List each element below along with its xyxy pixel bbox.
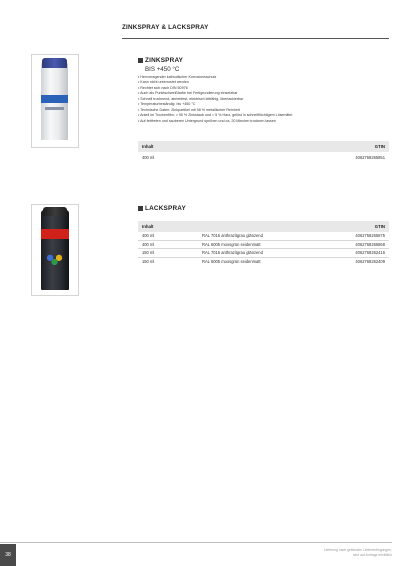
feature-item: • Kann nicht unterrostet werden — [138, 80, 189, 85]
spray-can-cap — [43, 207, 67, 216]
cell-inhalt: 400 ml — [142, 154, 155, 160]
cell-inhalt: 400 ml — [138, 232, 198, 240]
lackspray-product-image — [31, 204, 79, 296]
cell-color: RAL 6005 moosgrün seidenmatt — [198, 240, 318, 249]
spray-can-label — [41, 95, 68, 103]
table-row — [138, 152, 389, 162]
spray-can-black — [41, 210, 69, 290]
header-color — [198, 221, 318, 232]
footer-divider — [0, 542, 392, 543]
header-gtin: GTIN — [318, 221, 389, 232]
table-row — [138, 257, 389, 265]
square-bullet-icon — [138, 58, 143, 63]
feature-item: • Auch als Punktschweißfarbe bei Fertigrundierung einsetzbar — [138, 91, 238, 96]
cell-gtin: 4062768262409 — [355, 258, 385, 264]
footer-note-line: sind auf Anfrage erhältlich — [352, 552, 392, 557]
cell-color: RAL 7016 anthrazitgrau glänzend — [198, 249, 318, 258]
cell-color: RAL 6005 moosgrün seidenmatt — [202, 258, 261, 264]
cell-inhalt: 150 ml — [138, 249, 198, 258]
feature-item: • Schnell trocknend, abriebfest, elektrisch leitfähig, überlackierbar — [138, 96, 244, 101]
zinkspray-table — [138, 141, 389, 162]
footer-note-line: Lieferung nach geltenden Lieferbedingungen, — [323, 548, 392, 552]
table-row — [138, 232, 389, 240]
page-number: 38 — [0, 544, 16, 566]
header-gtin: GTIN — [226, 141, 389, 152]
square-bullet-icon — [138, 206, 143, 211]
spray-can-label — [41, 229, 69, 239]
feature-item: • Rechtet sich nach DIN 50976 — [138, 85, 188, 90]
cell-inhalt: 150 ml — [142, 258, 155, 264]
cell-inhalt: 400 ml — [138, 240, 198, 249]
header-inhalt: Inhalt — [138, 141, 226, 152]
spray-can-label-band — [45, 107, 64, 110]
cell-gtin: 4062768265868 — [318, 240, 389, 249]
page-title: ZINKSPRAY & LACKSPRAY — [122, 24, 209, 31]
zinkspray-subtitle: BIS +450 °C — [145, 66, 180, 73]
feature-item: • Hervorragender kathodischer Korrosionsschutz — [138, 75, 217, 79]
feature-item: • Temperaturbeständig: bis +450 °C — [138, 102, 196, 107]
table-header-row — [138, 141, 389, 152]
zinkspray-product-image — [31, 54, 79, 148]
title-divider — [122, 38, 389, 39]
cell-gtin: 4062768262416 — [318, 249, 389, 258]
feature-item: • Technische Daten: Zinkpartikel mit 98 % metallischer Reinheit — [138, 107, 240, 112]
zinkspray-feature-list — [138, 75, 292, 124]
cell-gtin: 4062768265875 — [318, 232, 389, 240]
table-row — [138, 240, 389, 249]
cell-color: RAL 7016 anthrazitgrau glänzend — [198, 232, 318, 240]
footer-note — [324, 548, 392, 558]
feature-item: • Auf fettfreien und sauberen Untergrund sprühen und ca. 20 Minuten trocknen lassen — [138, 118, 276, 123]
spray-can-cap — [42, 58, 67, 68]
feature-item: • Anteil im Trockenfilm: > 90 % Zinkstaub und < 5 % Harz, gelöst in schnellflüchtigem Lösemittel — [138, 113, 293, 118]
header-inhalt: Inhalt — [138, 221, 198, 232]
cell-gtin: 4062768265851 — [355, 154, 385, 160]
spray-can-color-dots — [45, 253, 65, 265]
zinkspray-heading: ZINKSPRAY — [145, 57, 184, 64]
table-row — [138, 249, 389, 258]
lackspray-table — [138, 221, 389, 265]
table-header-row — [138, 221, 389, 232]
lackspray-heading: LACKSPRAY — [145, 205, 186, 212]
